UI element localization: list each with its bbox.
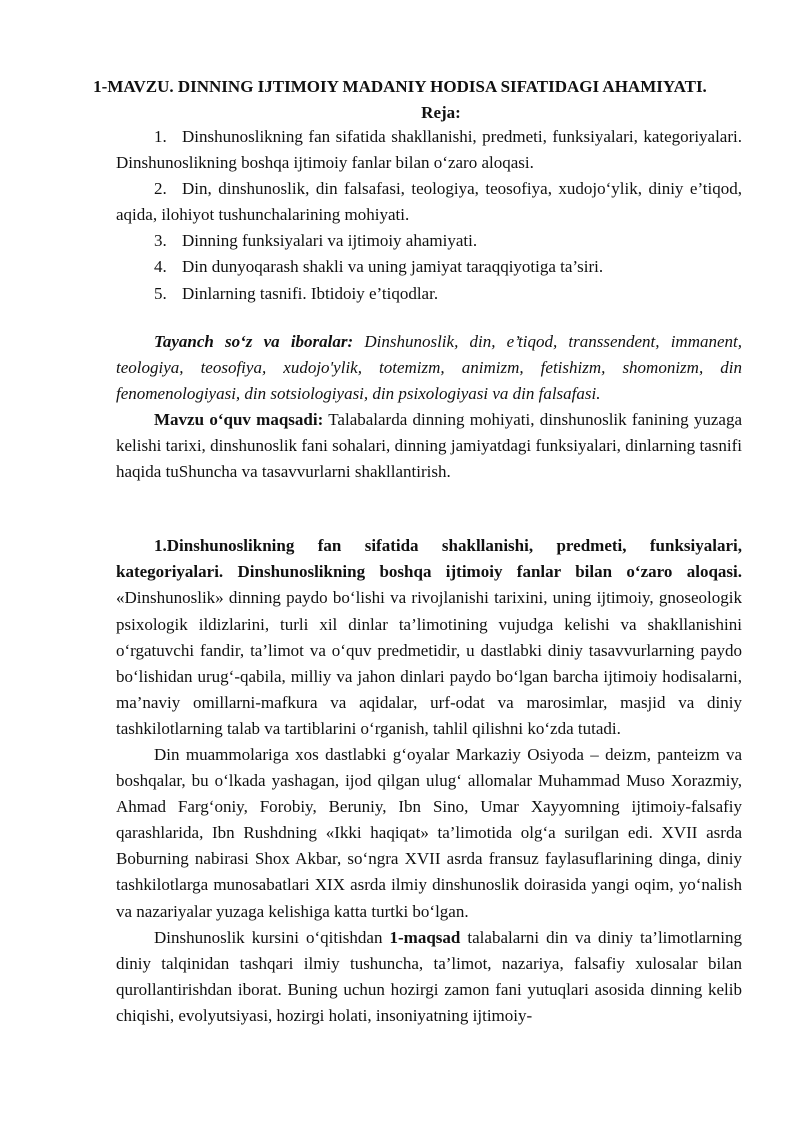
plan-item-text: Din, dinshunoslik, din falsafasi, teologiya, teosofiya, xudojo‘ylik, diniy e’tiqod, aqida, ilohiyot tushunchalarining mohiyati.	[116, 179, 742, 225]
page-title: 1-MAVZU. DINNING IJTIMOIY MADANIY HODISA SIFATIDAGI AHAMIYATI.	[93, 77, 707, 96]
plan-item-text: Dinshunoslikning fan sifatida shakllanishi, predmeti, funksiyalari, kategoriyalari. Dinshunoslikning boshqa ijtimoiy fanlar bilan o‘zaro aloqasi.	[116, 127, 742, 173]
plan-item	[116, 124, 742, 176]
plan-item-number: 5.	[154, 283, 167, 303]
goal-highlight: 1-maqsad	[389, 927, 461, 947]
goal-label: Mavzu o‘quv maqsadi:	[154, 409, 324, 429]
plan-item-text: Dinlarning tasnifi. Ibtidoiy e’tiqodlar.	[182, 283, 439, 303]
section-paragraph	[116, 533, 742, 742]
document-body	[116, 124, 742, 1029]
plan-item-number: 1.	[154, 127, 167, 146]
plan-item	[116, 254, 742, 280]
plan-item	[116, 176, 742, 228]
plan-item-number: 4.	[154, 257, 167, 277]
plan-list	[116, 124, 742, 307]
plan-item	[116, 228, 742, 254]
plan-item-number: 2.	[154, 179, 167, 199]
goal-text: Talabalarda dinning mohiyati, dinshunoslik fanining yuzaga kelishi tarixi, dinshunoslik fani sohalari, dinning jamiyatdagi funksiyalari, dinlarning tasnifi haqida tuShuncha va tasavvurlarni shakllantirish.	[116, 409, 742, 482]
body-paragraph	[116, 925, 742, 1029]
body-paragraph: Din muammolariga xos dastlabki g‘oyalar Markaziy Osiyoda – deizm, panteizm va boshqalar, bu o‘lkada yashagan, ijod qilgan ulug‘ allomalar Muhammad Muso Xorazmiy, Ahmad Farg‘oniy, Forobiy, Beruniy, Ibn Sino, Umar Xayyomning ijtimoiy-falsafiy qarashlarida, Ibn Rushdning «Ikki haqiqat» ta’limotida olg‘a surilgan edi. XVII asrda Boburning nabirasi Shox Akbar, so‘ngra XVII asrda fransuz faylasuflarining dinga, diniy tashkilotlarga munosabatlari XIX asrda ilmiy dinshunoslik doirasida yangi oqim, yo‘nalish va nazariyalar yuzaga kelishiga katta turtki bo‘lgan.	[116, 744, 742, 921]
plan-item-number: 3.	[154, 231, 167, 251]
section-text: «Dinshunoslik» dinning paydo bo‘lishi va rivojlanishi tarixini, uning ijtimoiy, gnoseologik psixologik ildizlarini, turli xil dinlar ta’limotining vujudga kelishi va shakllanishini o‘rgatuvchi fandir, ta’limot va o‘quv predmetidir, u dastlabki diniy tasavvurlarning paydo bo‘lishidan urug‘-qabila, milliy va jahon dinlari paydo bo‘lgan barcha ijtimoiy hodisalarni, ma’naviy omillarni-mafkura va aqidalar, urf-odat va marosimlar, masjid va diniy tashkilotlarning talab va tartiblarini o‘rganish, tahlil qilishni ko‘zda tutadi.	[116, 588, 742, 738]
plan-item	[116, 281, 742, 307]
keywords-text: Dinshunoslik, din, e’tiqod, transsendent, immanent, teologiya, teosofiya, xudojo'ylik, totemizm, animizm, fetishizm, shomonizm, din fenomenologiyasi, din sotsiologiyasi, din psixologiyasi va din falsafasi.	[116, 331, 742, 403]
keywords-paragraph	[116, 329, 742, 407]
paragraph-text-start: Dinshunoslik kursini o‘qitishdan	[154, 927, 390, 947]
spacer	[116, 485, 742, 533]
plan-item-text: Din dunyoqarash shakli va uning jamiyat taraqqiyotiga ta’siri.	[182, 257, 604, 277]
keywords-label: Tayanch so‘z va iboralar:	[154, 331, 354, 351]
spacer	[116, 307, 742, 329]
plan-label: Reja:	[421, 103, 461, 122]
goal-paragraph	[116, 407, 742, 485]
paragraph-text-end: talabalarni din va diniy ta’limotlarning diniy talqinidan tashqari ilmiy tushuncha, ta’limot, nazariya, falsafiy xulosalar bilan qurollantirishdan iborat. Buning uchun hozirgi zamon fani yutuqlari asosida dinning kelib chiqishi, evolyutsiyasi, hozirgi holati, insoniyatning ijtimoiy-	[116, 927, 742, 1025]
plan-item-text: Dinning funksiyalari va ijtimoiy ahamiyati.	[182, 231, 478, 251]
section-heading: 1.Dinshunoslikning fan sifatida shakllanishi, predmeti, funksiyalari, kategoriyalari. Dinshunoslikning boshqa ijtimoiy fanlar bilan o‘zaro aloqasi.	[116, 536, 742, 582]
